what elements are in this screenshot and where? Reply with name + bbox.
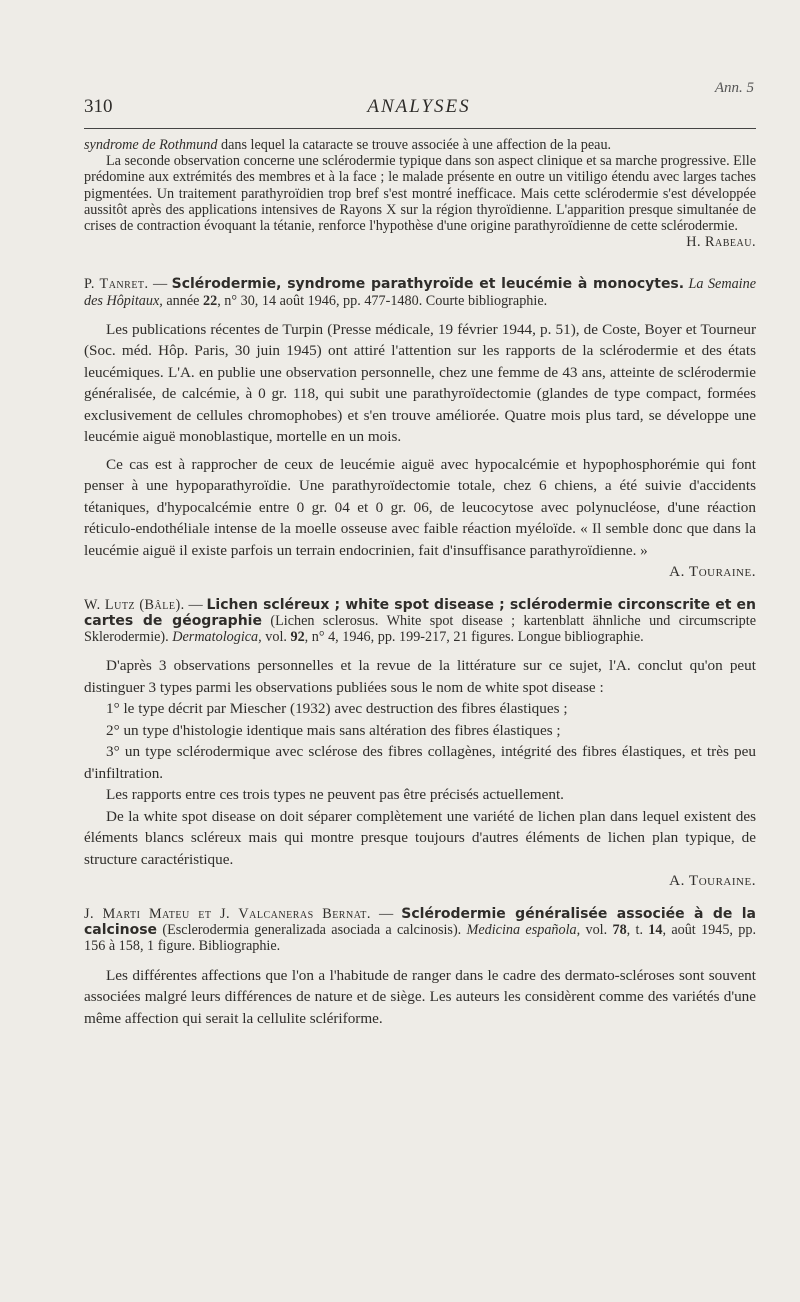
- header-rule: [84, 128, 756, 129]
- s3-body: [84, 655, 756, 892]
- s3-paragraph-2: Les rapports entre ces trois types ne peuvent pas être précisés actuellement.: [106, 786, 564, 804]
- s4-ref-b: vol.: [580, 922, 613, 939]
- s1-paragraph-2: La seconde observation concerne une sclérodermie typique dans son aspect clinique et sa marche progressive. Elle prédomine aux extrémités des membres et à la face ; le malade présente en outre un vitiligo étendu avec larges taches pigmentées. Un traitement parathyroïdien trop bref s'est montré inefficace. Mais cette sclérodermie s'est développée aussitôt après des applications intensives de Rayons X sur la région thyroïdienne. L'apparition presque simultanée de crises de contraction évoquant la tétanie, renforce l'hypothèse d'une origine parathyroïdienne de cette sclérodermie.: [84, 153, 757, 235]
- s3-paragraph-1: D'après 3 observations personnelles et la revue de la littérature sur ce sujet, l'A. conclut qu'on peut distinguer 3 types parmi les observations publiées sous le nom de white spot disease :: [84, 657, 756, 696]
- s4-volume: 78: [612, 922, 627, 939]
- s3-dash: —: [184, 596, 207, 613]
- s2-journal: La Semaine des Hôpitaux,: [84, 276, 757, 309]
- s3-signature: [84, 870, 756, 892]
- s1-signature: [84, 234, 756, 250]
- s1-paragraph-1: [84, 137, 756, 153]
- s2-paragraph-1: Les publications récentes de Turpin (Presse médicale, 19 février 1944, p. 51), de Coste, Boyer et Tourneur (Soc. méd. Hôp. Paris, 30 juin 1945) ont attiré l'attention sur les rapports de la sclérodermie et des états leucémiques. L'A. en publie une observation personnelle, chez une femme de 43 ans, atteinte de sclérodermie généralisée, de calcémie, à 0 gr. 118, qui subit une parathyroïdectomie (glandes de type compact, formées exclusivement de cellules chromophobes) et s'en trouve améliorée. Quatre mois plus tard, se développe une leucémie aiguë monoblastique, mortelle en un mois.: [84, 320, 756, 446]
- s2-dash: —: [148, 276, 172, 293]
- s4-dash: —: [370, 905, 402, 922]
- s3-list-item-2: 2° un type d'histologie identique mais sans altération des fibres élastiques ;: [106, 721, 561, 739]
- s2-title: Sclérodermie, syndrome parathyroïde et leucémie à monocytes.: [171, 276, 685, 293]
- s3-title: Lichen scléreux ; white spot disease ; sclérodermie circonscrite et en cartes de géographie: [84, 596, 756, 630]
- handwritten-annotation: Ann. 5: [714, 80, 754, 96]
- s4-ref-a: (Esclerodermia generalizada asociada a calcinosis).: [157, 922, 467, 939]
- s4-journal: Medicina española,: [466, 922, 581, 939]
- page-header: [84, 96, 754, 126]
- s4-title: Sclérodermie généralisée associée à de la calcinose: [84, 905, 757, 939]
- s3-paragraph-3: De la white spot disease on doit séparer complètement une variété de lichen plan dans lequel existent des éléments blancs scléreux mais qui montre presque toujours d'autres éléments de lichen plan typique, de structure caractéristique.: [84, 807, 756, 868]
- s2-heading: [84, 276, 756, 308]
- s4-ref-c: , t.: [626, 922, 649, 939]
- s2-volume: 22: [203, 292, 218, 309]
- s2-body: [84, 319, 756, 583]
- s4-ref-d: , août 1945, pp. 156 à 158, 1 figure. Bibliographie.: [84, 922, 757, 955]
- s3-list-item-3: 3° un type sclérodermique avec sclérose des fibres collagènes, intégrité des fibres élastiques, et très peu d'infiltration.: [84, 743, 756, 782]
- s3-signature-text: A. Touraine.: [669, 872, 756, 890]
- s2-signature: [84, 561, 756, 583]
- s3-journal: Dermatologica,: [172, 629, 262, 646]
- s2-paragraph-2: Ce cas est à rapprocher de ceux de leucémie aiguë avec hypocalcémie et hypophosphorémie qui font penser à une hypoparathyroïdie. Une parathyroïdectomie totale, chez 6 chiens, a été suivie d'accidents tétaniques, d'hypocalcémie entre 0 gr. 04 et 0 gr. 06, de leucocytose avec polynucléose, d'une réaction réticulo-endothéliale intense de la moelle osseuse avec faible réaction myéloïde. « Il semble donc que dans la leucémie aiguë il existe parfois un terrain endocrinien, fait d'insuffisance parathyroïdienne. »: [84, 455, 756, 559]
- s3-author: W. Lutz (Bâle).: [84, 596, 185, 613]
- page-body: [84, 137, 756, 1029]
- s2-author: P. Tanret.: [84, 276, 149, 293]
- s4-tome: 14: [648, 922, 663, 939]
- s2-signature-text: A. Touraine.: [669, 563, 756, 581]
- s3-ref-a: (Lichen sclerosus. White spot disease ; kartenblatt ähnliche und circumscripte Sklerodermie).: [84, 613, 756, 646]
- running-title: ANALYSES: [367, 96, 471, 117]
- s3-ref-c: , n° 4, 1946, pp. 199-217, 21 figures. Longue bibliographie.: [304, 629, 644, 646]
- spacer: [84, 250, 756, 276]
- s1-italic-term: syndrome de Rothmund: [84, 137, 218, 153]
- s2-ref-a: année: [162, 292, 203, 309]
- s3-list-item-1: 1° le type décrit par Miescher (1932) avec destruction des fibres élastiques ;: [106, 700, 568, 718]
- s4-heading: [84, 906, 756, 955]
- s4-author: J. Marti Mateu et J. Valcaneras Bernat.: [84, 905, 371, 922]
- s3-heading: [84, 597, 756, 646]
- s3-volume: 92: [290, 629, 305, 646]
- s2-ref-b: , n° 30, 14 août 1946, pp. 477-1480. Courte bibliographie.: [217, 292, 548, 309]
- s1-text: dans lequel la cataracte se trouve associée à une affection de la peau.: [217, 137, 612, 153]
- s1-signature-text: H. Rabeau.: [686, 234, 756, 251]
- s3-ref-b: vol.: [261, 629, 291, 646]
- s4-body: [84, 965, 756, 1030]
- s4-paragraph-1: Les différentes affections que l'on a l'habitude de ranger dans le cadre des dermato-scléroses sont souvent associées malgré leurs différences de nature et de siège. Les auteurs les considèrent comme des variétés d'une même affection qui serait la cellulite sclériforme.: [84, 966, 756, 1027]
- page-number: 310: [84, 96, 113, 117]
